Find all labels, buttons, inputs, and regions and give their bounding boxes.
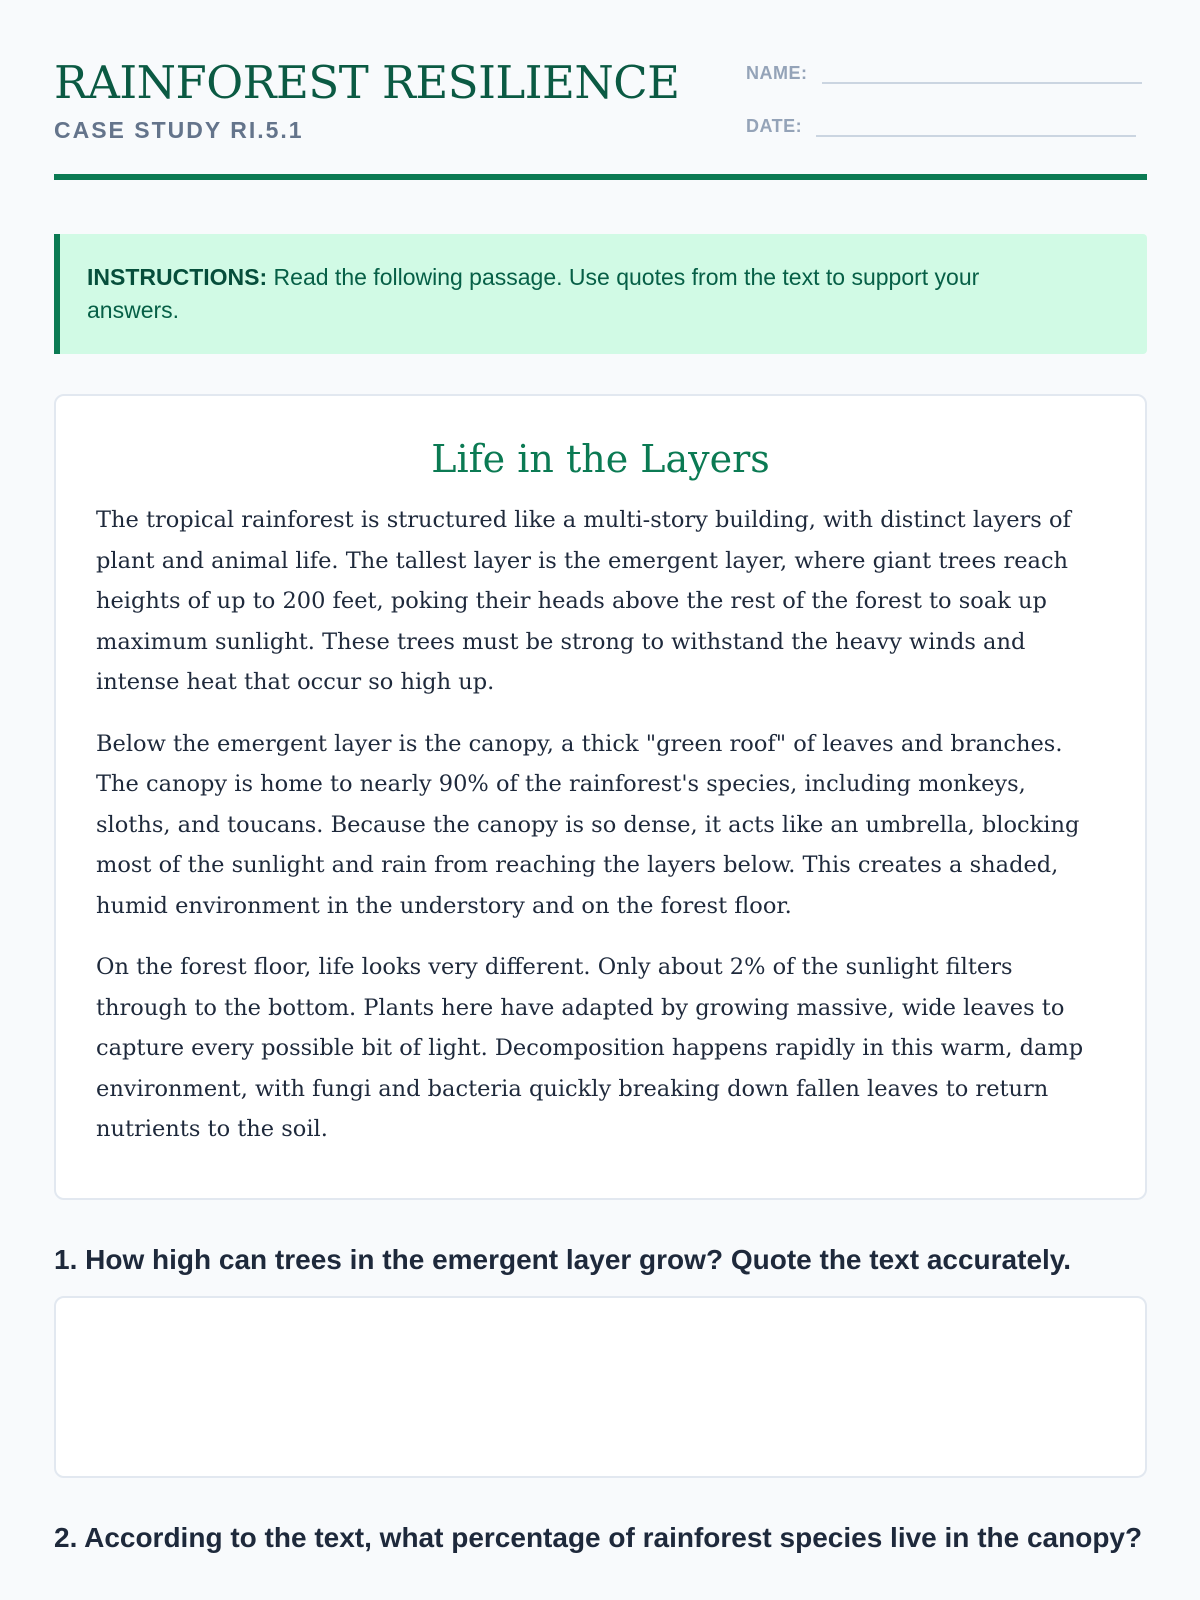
name-line[interactable] bbox=[822, 60, 1142, 84]
date-field[interactable] bbox=[746, 113, 1136, 137]
name-field[interactable] bbox=[746, 60, 1142, 84]
question-1: 1. How high can trees in the emergent layer grow? Quote the text accurately. bbox=[54, 1244, 1072, 1275]
header-divider bbox=[54, 174, 1147, 180]
instructions-label: INSTRUCTIONS: bbox=[87, 264, 268, 290]
date-label: DATE: bbox=[746, 116, 803, 136]
worksheet-header bbox=[54, 0, 1147, 180]
passage-paragraph: On the forest floor, life looks very different. Only about 2% of the sunlight filters through to the bottom. Plants here have adapted by growing massive, wide leaves to capture every possible bit of light. Decomposition happens rapidly in this warm, damp environment, with fungi and bacteria quickly breaking down fallen leaves to return nutrients to the soil. bbox=[96, 954, 1084, 1142]
instructions-box bbox=[54, 234, 1147, 354]
worksheet-page bbox=[54, 0, 1147, 1553]
worksheet-subtitle: CASE STUDY RI.5.1 bbox=[54, 117, 304, 143]
worksheet-title: RAINFOREST RESILIENCE bbox=[54, 56, 680, 109]
name-label: NAME: bbox=[746, 63, 808, 83]
passage-paragraph: Below the emergent layer is the canopy, a thick "green roof" of leaves and branches. The canopy is home to nearly 90% of the rainforest's species, including monkeys, sloths, and toucans. Because the canopy is so dense, it acts like an umbrella, blocking most of the sunlight and rain from reaching the layers below. This creates a shaded, humid environment in the understory and on the forest floor. bbox=[96, 730, 1080, 919]
instructions-text: Read the following passage. Use quotes from the text to support your answers. bbox=[87, 264, 980, 323]
question-2: 2. According to the text, what percentage of rainforest species live in the canopy? bbox=[54, 1522, 1143, 1553]
answer-box-1[interactable] bbox=[54, 1296, 1147, 1478]
passage-paragraph: The tropical rainforest is structured like a multi-story building, with distinct layers of plant and animal life. The tallest layer is the emergent layer, where giant trees reach heights of up to 200 feet, poking their heads above the rest of the forest to soak up maximum sunlight. These trees must be strong to withstand the heavy winds and intense heat that occur so high up. bbox=[96, 507, 1071, 695]
passage-title: Life in the Layers bbox=[431, 437, 770, 481]
passage-card bbox=[54, 394, 1147, 1200]
date-line[interactable] bbox=[816, 113, 1136, 137]
